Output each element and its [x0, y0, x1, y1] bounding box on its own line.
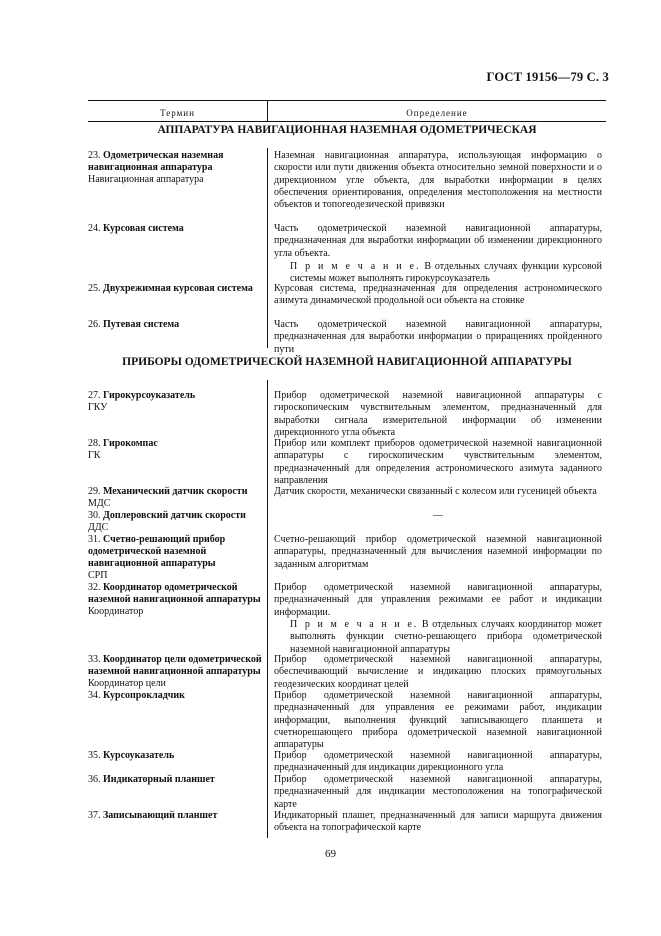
- term-abbr: СРП: [88, 570, 108, 581]
- note-label: П р и м е ч а н и е.: [290, 619, 419, 630]
- column-header-definition: Определение: [406, 108, 468, 118]
- term-name: Индикаторный планшет: [103, 774, 215, 785]
- term-number: 23.: [88, 150, 101, 161]
- term-name: Гирокомпас: [103, 438, 158, 449]
- term-number: 28.: [88, 438, 101, 449]
- term-28: [88, 438, 266, 462]
- term-33: [88, 654, 266, 690]
- definition-27: Прибор одометрической наземной навигационной аппаратуры с гироскопическим чувствительным элементом, предназначенный для выработки сигнала измерительной информации об изменении дирекционного угла объекта: [274, 390, 602, 438]
- definition-24: Часть одометрической наземной навигационной аппаратуры, предназначенная для выработки информации об изменении дирекционного угла объекта.: [274, 223, 602, 259]
- term-number: 34.: [88, 690, 101, 701]
- term-23: [88, 150, 266, 186]
- term-abbr: ГК: [88, 450, 101, 461]
- definition-32: Прибор одометрической наземной навигационной аппаратуры, предназначенный для управления режимами ее работ и индикации информации.: [274, 582, 602, 618]
- section-title-instruments: ПРИБОРЫ ОДОМЕТРИЧЕСКОЙ НАЗЕМНОЙ НАВИГАЦИОННОЙ АППАРАТУРЫ: [122, 356, 572, 368]
- term-30: [88, 510, 266, 534]
- term-number: 36.: [88, 774, 101, 785]
- term-24: [88, 223, 266, 235]
- definition-33: Прибор одометрической наземной навигационной аппаратуры, обеспечивающий вычисление и индикацию плоских прямоугольных геодезических координат целей: [274, 654, 602, 690]
- term-abbr: Координатор цели: [88, 678, 166, 689]
- column-divider-2: [267, 380, 268, 838]
- definition-23: Наземная навигационная аппаратура, использующая информацию о скорости или пути движения объекта относительно земной поверхности и о дирекционном угле объекта, для выработки информации в целях обеспечения ориентирования, определения местоположения на местности объектов и топогеодезической привязки: [274, 150, 602, 211]
- term-number: 32.: [88, 582, 101, 593]
- definition-26: Часть одометрической наземной навигационной аппаратуры, предназначенная для выработки информации о приращениях пройденного пути: [274, 319, 602, 355]
- term-abbr: МДС: [88, 498, 111, 509]
- definition-35: Прибор одометрической наземной навигационной аппаратуры, предназначенный для индикации дирекционного угла: [274, 750, 602, 774]
- term-name: Курсопрокладчик: [103, 690, 185, 701]
- document-header: ГОСТ 19156—79 С. 3: [486, 70, 609, 84]
- term-number: 29.: [88, 486, 101, 497]
- term-number: 30.: [88, 510, 101, 521]
- term-37: [88, 810, 266, 822]
- definition-31: Счетно-решающий прибор одометрической наземной навигационной аппаратуры, предназначенный для вычисления наземной информации по заданным алгоритмам: [274, 534, 602, 570]
- term-number: 37.: [88, 810, 101, 821]
- note-label: П р и м е ч а н и е.: [290, 261, 421, 272]
- term-35: [88, 750, 266, 762]
- term-name: Механический датчик скорости: [103, 486, 248, 497]
- term-number: 31.: [88, 534, 101, 545]
- term-number: 35.: [88, 750, 101, 761]
- term-name: Координатор одометрической наземной навигационной аппаратуры: [88, 582, 261, 605]
- term-name: Доплеровский датчик скорости: [103, 510, 246, 521]
- term-26: [88, 319, 266, 331]
- definition-37: Индикаторный плашет, предназначенный для записи маршрута движения объекта на топографической карте: [274, 810, 602, 834]
- term-abbr: Координатор: [88, 606, 144, 617]
- term-name: Курсовая система: [103, 223, 184, 234]
- term-name: Курсоуказатель: [103, 750, 175, 761]
- term-name: Записывающий планшет: [103, 810, 218, 821]
- definition-34: Прибор одометрической наземной навигационной аппаратуры, предназначенный для управления ее режимами работ, индикации информации, выполнения функций записывающего планшета и счетнорешающего прибора одометрической наземной навигационной аппаратуры: [274, 690, 602, 751]
- term-abbr: ДДС: [88, 522, 109, 533]
- note-text: В отдельных случаях функции курсовой системы может выполнять гирокурсоуказатель: [290, 261, 602, 285]
- term-32: [88, 582, 266, 618]
- term-number: 27.: [88, 390, 101, 401]
- section-title-apparatus: АППАРАТУРА НАВИГАЦИОННАЯ НАЗЕМНАЯ ОДОМЕТРИЧЕСКАЯ: [157, 124, 537, 136]
- term-name: Счетно-решающий прибор одометрической наземной навигационной аппаратуры: [88, 534, 226, 569]
- term-number: 25.: [88, 283, 101, 294]
- term-name: Координатор цели одометрической наземной навигационной аппаратуры: [88, 654, 262, 677]
- term-name: Путевая система: [103, 319, 180, 330]
- page-number: 69: [325, 848, 336, 860]
- term-number: 24.: [88, 223, 101, 234]
- term-number: 33.: [88, 654, 101, 665]
- table-top-rule: [88, 100, 606, 101]
- definition-36: Прибор одометрической наземной навигационной аппаратуры, предназначенный для индикации местоположения на топографической карте: [274, 774, 602, 810]
- note-32: [290, 619, 602, 656]
- term-25: [88, 283, 266, 295]
- definition-30: —: [433, 510, 443, 521]
- term-name: Одометрическая наземная навигационная аппаратура: [88, 150, 224, 173]
- term-name: Гирокурсоуказатель: [103, 390, 196, 401]
- term-abbr: Навигационная аппаратура: [88, 174, 204, 185]
- definition-29: Датчик скорости, механически связанный с колесом или гусеницей объекта: [274, 486, 597, 497]
- term-27: [88, 390, 266, 414]
- term-29: [88, 486, 266, 510]
- term-31: [88, 534, 266, 582]
- term-name: Двухрежимная курсовая система: [103, 283, 253, 294]
- table-head-rule: [88, 121, 606, 122]
- note-text: В отдельных случаях координатор может выполнять функции счетно-решающего прибора одометрической наземной навигационной аппаратуры: [290, 619, 603, 655]
- note-24: [290, 261, 602, 286]
- term-abbr: ГКУ: [88, 402, 108, 413]
- definition-28: Прибор или комплект приборов одометрической наземной навигационной аппаратуры с гироскопическим чувствительным элементом, предназначенный для определения астрономического азимута заданного направления: [274, 438, 602, 486]
- column-header-term: Термин: [160, 108, 195, 118]
- term-36: [88, 774, 266, 786]
- term-34: [88, 690, 266, 702]
- definition-25: Курсовая система, предназначенная для определения астрономического азимута динамической продольной оси объекта на стоянке: [274, 283, 602, 307]
- column-divider-1: [267, 148, 268, 348]
- term-number: 26.: [88, 319, 101, 330]
